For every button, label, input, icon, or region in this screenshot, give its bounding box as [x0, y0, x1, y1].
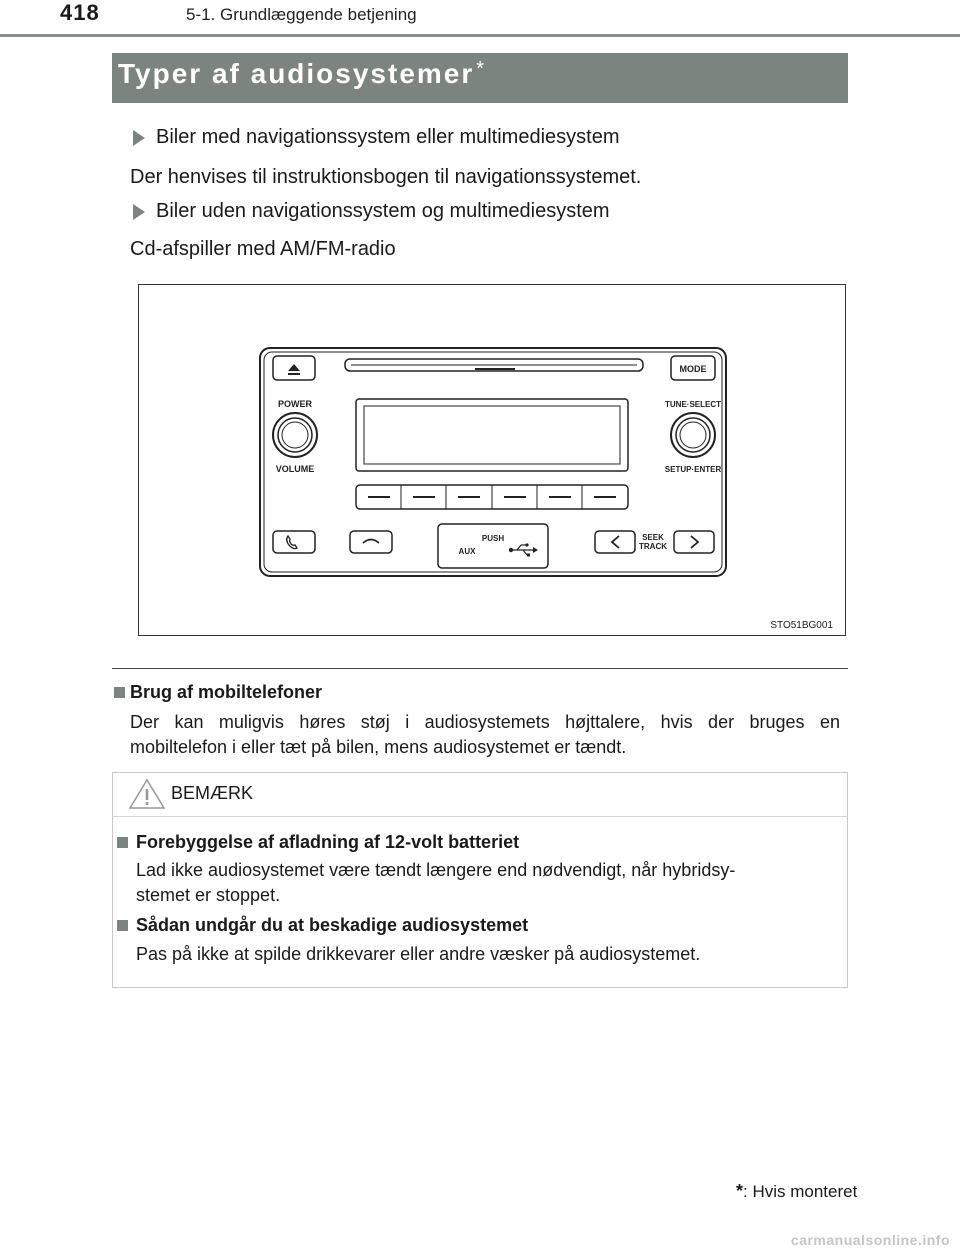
footnote [736, 1181, 857, 1202]
aux-label: AUX [458, 547, 476, 556]
section-title [118, 58, 486, 90]
eject-icon-bar [288, 373, 300, 375]
warning-triangle-icon [128, 778, 166, 810]
asterisk-icon: * [476, 58, 487, 80]
setup-enter-label: SETUP·ENTER [664, 465, 722, 474]
push-label: PUSH [481, 534, 505, 543]
tune-select-label: TUNE·SELECT [665, 400, 721, 409]
square-bullet-icon [114, 687, 125, 698]
display-inner [364, 406, 620, 464]
triangle-bullet-icon [133, 130, 145, 146]
note-item-line-1a: Lad ikke audiosystemet være tændt længere end nødvendigt, når hybridsy- [136, 860, 736, 880]
chapter-title: 5-1. Grundlæggende betjening [186, 5, 417, 24]
section-body-line-1: Der kan muligvis høres støj i audiosystemets højttalere, hvis der bruges en [130, 712, 840, 732]
power-volume-knob-cap [282, 422, 308, 448]
aux-usb-panel [438, 524, 548, 568]
item-body-2: Cd-afspiller med AM/FM-radio [130, 238, 396, 260]
note-item-heading-2: Sådan undgår du at beskadige audiosystemet [136, 915, 529, 935]
square-bullet-icon [117, 837, 128, 848]
phone-hangup-button [350, 531, 392, 553]
footnote-text: : Hvis monteret [743, 1182, 858, 1201]
tune-select-knob-cap [680, 422, 706, 448]
phone-pickup-button [273, 531, 315, 553]
item-body-1: Der henvises til instruktionsbogen til navigationssystemet. [130, 166, 642, 188]
square-bullet-icon [117, 920, 128, 931]
watermark: carmanualsonline.info [790, 1232, 950, 1248]
header-divider [0, 34, 960, 37]
power-label: POWER [277, 399, 313, 409]
seek-back-button [595, 531, 635, 553]
audio-unit-figure [138, 284, 846, 636]
item-heading-2: Biler uden navigationssystem og multimediesystem [156, 200, 610, 222]
track-label: TRACK [639, 542, 667, 551]
note-label: BEMÆRK [171, 783, 254, 803]
section-title-text: Typer af audiosystemer [118, 58, 475, 89]
cd-slot-notch [475, 368, 515, 370]
note-item-heading-1: Forebyggelse af afladning af 12-volt batteriet [136, 832, 520, 852]
note-item-line-2a: Pas på ikke at spilde drikkevarer eller andre væsker på audiosystemet. [136, 944, 701, 964]
triangle-bullet-icon [133, 204, 145, 220]
page-number: 418 [60, 0, 100, 25]
seek-forward-button [674, 531, 714, 553]
asterisk-icon: * [736, 1181, 744, 1201]
mode-label: MODE [679, 364, 707, 374]
volume-label: VOLUME [275, 464, 315, 474]
seek-label: SEEK [642, 533, 664, 542]
section-divider [112, 668, 848, 669]
figure-code: STO51BG001 [770, 620, 833, 631]
section-heading-mobile: Brug af mobiltelefoner [130, 682, 323, 702]
section-body-line-2: mobiltelefon i eller tæt på bilen, mens audiosystemet er tændt. [130, 737, 627, 757]
note-header-divider [112, 816, 848, 817]
item-heading-1: Biler med navigationssystem eller multimediesystem [156, 126, 620, 148]
note-item-line-1b: stemet er stoppet. [136, 885, 281, 905]
audio-unit-illustration [139, 285, 845, 635]
